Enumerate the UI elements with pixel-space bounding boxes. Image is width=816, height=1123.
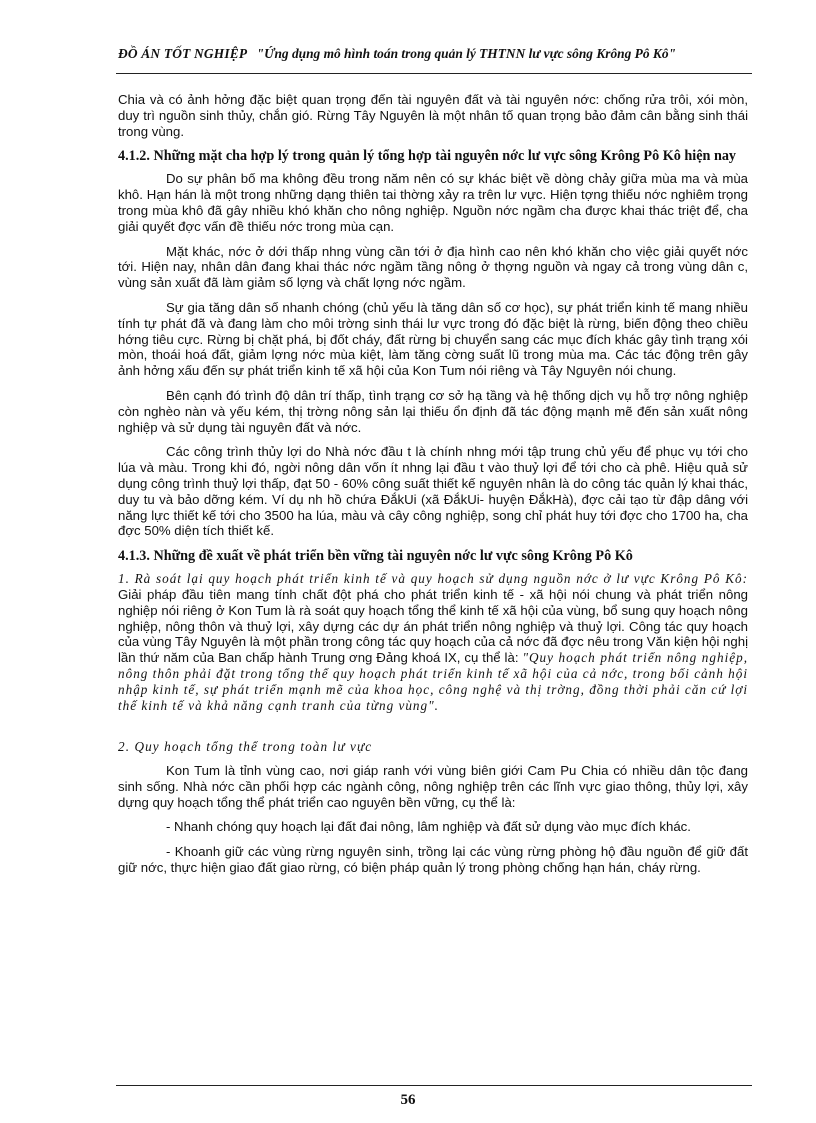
paragraph: Do sự phân bố ma không đều trong năm nên có sự khác biệt về dòng chảy giữa mùa ma và mùa khô. Hạn hán là một trong những dạng thiên tai thờng xảy ra trên lư vực. Hiện tợng thiếu nớc nghiêm trọng trong mùa khô đã gây nhiều khó khăn cho nông nghiệp. Nguồn nớc ngầm cha được khai thác triệt để, cha giải quyết đợc vấn đề thiếu nớc trong mùa cạn. — [118, 171, 748, 234]
proposal-2-title: 2. Quy hoạch tổng thể trong toàn lư vực — [118, 739, 373, 755]
header-rule — [116, 73, 752, 74]
proposal-1-title: 1. Rà soát lại quy hoạch phát triển kinh tế và quy hoạch sử dụng nguồn nớc ở lư vực Krông Pô Kô: — [118, 571, 748, 587]
document-body — [118, 92, 748, 885]
list-item: - Nhanh chóng quy hoạch lại đất đai nông, lâm nghiệp và đất sử dụng vào mục đích khác. — [166, 819, 691, 835]
footer-rule — [116, 1085, 752, 1086]
page-header — [118, 46, 748, 62]
list-item: - Khoanh giữ các vùng rừng nguyên sinh, trồng lại các vùng rừng phòng hộ đầu nguồn để giữ đất giữ nớc, thực hiện giao đất giao rừng, có biện pháp quản lý trong phòng chống hạn hán, cháy rừng. — [118, 844, 748, 876]
section-heading-4-1-3: 4.1.3. Những đề xuất về phát triển bền vững tài nguyên nớc lư vực sông Krông Pô Kô — [118, 548, 633, 565]
header-label: ĐỒ ÁN TỐT NGHIỆP — [118, 46, 248, 61]
page-number: 56 — [400, 1092, 416, 1108]
paragraph-intro: Chia và có ảnh hởng đặc biệt quan trọng đến tài nguyên đất và tài nguyên nớc: chống rửa trôi, xói mòn, duy trì nguồn sinh thủy, chắn gió. Rừng Tây Nguyên là một nhân tố quan trọng bảo đảm cân bằng sinh thái trong vùng. — [118, 92, 748, 139]
paragraph: Kon Tum là tỉnh vùng cao, nơi giáp ranh với vùng biên giới Cam Pu Chia có nhiều dân tộc đang sinh sống. Nhà nớc cần phối hợp các ngành công, nông nghiệp trên các lĩnh vực giao thông, thủy lợi, xây dựng quy hoạch tổng thể phát triển cao nguyên bền vững, cụ thể là: — [118, 763, 748, 810]
proposal-1-quote: "Quy hoạch phát triển nông nghiệp, nông thôn phải đặt trong tổng thể quy hoạch phát triển kinh tế xã hội của cả nớc, trong bối cảnh hội nhập kinh tế, sự phát triển mạnh mẽ của khoa học, công nghệ và thị trờng, đồng thời phải căn cứ lợi thế kinh tế và khả năng cạnh tranh của từng vùng". — [118, 650, 748, 713]
section-heading-4-1-2: 4.1.2. Những mặt cha hợp lý trong quản lý tổng hợp tài nguyên nớc lư vực sông Krông Pô Kô hiện nay — [118, 148, 737, 165]
paragraph: Sự gia tăng dân số nhanh chóng (chủ yếu là tăng dân số cơ học), sự phát triển kinh tế mang nhiều tính tự phát đã và đang làm cho môi trờng sinh thái lư vực trong đó đặc biệt là rừng, biến động theo chiều hớng tiêu cực. Rừng bị chặt phá, bị đốt cháy, đất rừng bị chuyển sang các mục đích khác gây tình trạng xói mòn, thoái hoá đất, giảm lợng nớc mùa kiệt, làm tăng cờng suất lũ trong mùa ma. Các tác động trên gây ảnh hởng xấu đến sự phát triển kinh tế xã hội của Kon Tum nói riêng và Tây Nguyên nói chung. — [118, 299, 748, 379]
header-title: "Ứng dụng mô hình toán trong quản lý THTNN lư vực sông Krông Pô Kô" — [256, 46, 676, 61]
proposal-1 — [118, 571, 748, 713]
paragraph: Mặt khác, nớc ở dới thấp nhng vùng cần tới ở địa hình cao nên khó khăn cho việc giải quyết nớc tới. Hiện nay, nhân dân đang khai thác nớc ngầm tầng nông ở thợng nguồn và ngay cả trong vùng dân c, vùng sản xuất đã làm giảm số lợng và chất lợng nớc ngầm. — [118, 243, 748, 291]
paragraph: Bên cạnh đó trình độ dân trí thấp, tình trạng cơ sở hạ tầng và hệ thống dịch vụ hỗ trợ nông nghiệp còn nghèo nàn và yếu kém, thị trờng nông sản lại thiếu ổn định đã tác động mạnh mẽ đến sản xuất nông nghiệp và sử dụng tài nguyên đất và nớc. — [118, 387, 748, 435]
proposal-1-body: Giải pháp đầu tiên mang tính chất đột phá cho phát triển kinh tế - xã hội nói chung và phát triển nông nghiệp nói riêng ở Kon Tum là rà soát quy hoạch tổng thể kinh tế xã hội của vùng, bổ sung quy hoạch nông nghiệp, nông thôn và thuỷ lợi, xây dựng các dự án phát triển nông nghiệp và thuỷ lợi. Công tác quy hoạch của vùng Tây Nguyên là một phần trong công tác quy hoạch của cả nớc đã đợc nêu trong Văn kiện hội nghị lần thứ năm của Ban chấp hành Trung ơng Đảng khoá IX, cụ thể là: — [118, 586, 748, 666]
paragraph: Các công trình thủy lợi do Nhà nớc đầu t là chính nhng mới tập trung chủ yếu để phục vụ tới cho lúa và màu. Trong khi đó, ngời nông dân vốn ít nhng lại đầu t vào thuỷ lợi để tới cho cà phê. Hiệu quả sử dụng công trình thuỷ lợi thấp, đạt 50 - 60% công suất thiết kế nguyên nhân là do công tác quản lý khai thác, duy tu và bảo dỡng kém. Ví dụ nh hồ chứa ĐắkUi (xã ĐắkUi- huyện ĐắkHà), đợc cải tạo từ đập dâng với năng lực thiết kế tới cho 3500 ha lúa, màu và cây công nghiệp, song chỉ phát huy tới đợc cho 1700 ha, cha đợc 50% diện tích thiết kế. — [118, 444, 748, 539]
